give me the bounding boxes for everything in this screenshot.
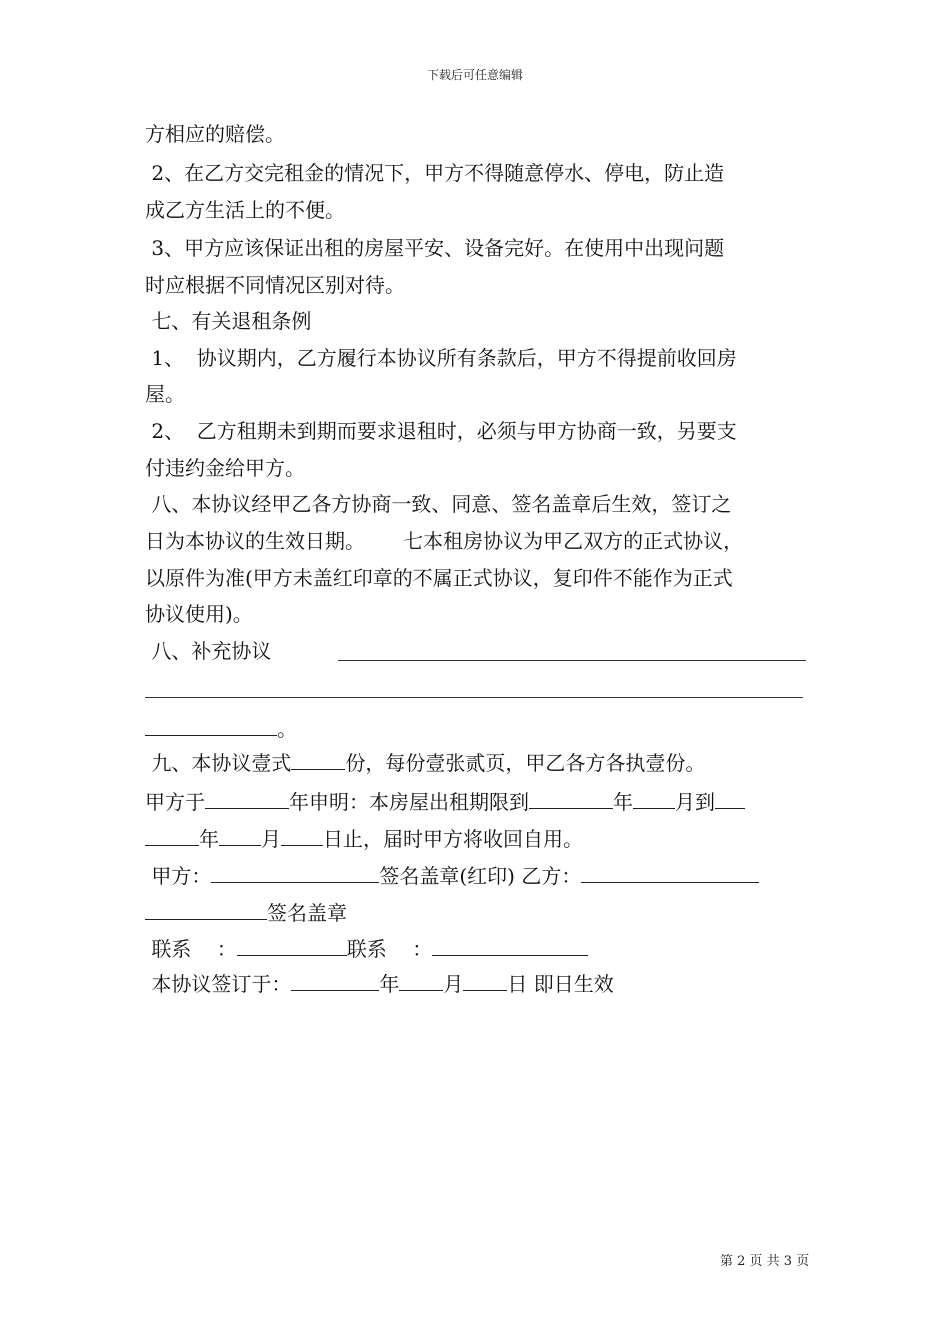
body-line: 3、甲方应该保证出租的房屋平安、设备完好。在使用中出现问题 (145, 236, 725, 260)
page-number: 第 2 页 共 3 页 (720, 1254, 810, 1269)
body-line: 八、本协议经甲乙各方协商一致、同意、签名盖章后生效，签订之 (145, 492, 732, 516)
body-line: 协议使用)。 (145, 602, 253, 626)
body-line: 日为本协议的生效日期。 七本租房协议为甲乙双方的正式协议， (145, 529, 744, 553)
page-header: 下载后可任意编辑 (426, 68, 523, 82)
year-blank (205, 788, 289, 809)
body-line: 以原件为准(甲方未盖红印章的不属正式协议，复印件不能作为正式 (145, 566, 733, 590)
body-line: 屋。 (145, 382, 185, 406)
month-blank (633, 788, 675, 809)
supplement-blank-3 (145, 715, 277, 736)
party-b-blank (581, 862, 759, 883)
sign-label: 签名盖章 (267, 901, 347, 925)
copies-blank (291, 749, 345, 770)
lease-text: 年申明：本房屋出租期限到 (289, 790, 529, 814)
signed-date-line (145, 970, 614, 996)
supplement-heading: 八、补充协议 (145, 639, 272, 663)
year-blank (291, 970, 379, 991)
sign-stamp-label: 签名盖章(红印) 乙方： (379, 864, 582, 888)
body-line: 方相应的赔偿。 (145, 122, 285, 146)
signature-line-2 (145, 899, 347, 925)
month-to-label: 月到 (675, 790, 715, 814)
signature-line (145, 862, 759, 888)
period-mark: 。 (277, 717, 297, 741)
contact-b-label: 联系 ： (346, 937, 433, 961)
month-blank (219, 825, 261, 846)
year-label: 年 (379, 972, 400, 996)
party-b-blank-2 (145, 899, 267, 920)
body-line: 1、 协议期内，乙方履行本协议所有条款后，甲方不得提前收回房 (145, 346, 737, 370)
trailing-blank (715, 788, 745, 809)
year-blank (145, 825, 199, 846)
body-line: 付违约金给甲方。 (145, 456, 305, 480)
lease-end-line (145, 825, 583, 851)
year-label: 年 (613, 790, 633, 814)
lease-label: 甲方于 (145, 790, 205, 814)
lease-term-line (145, 788, 745, 814)
year-label: 年 (199, 827, 219, 851)
month-label: 月 (443, 972, 464, 996)
end-text: 日止，届时甲方将收回自用。 (323, 827, 583, 851)
contact-line (145, 935, 588, 961)
body-line: 2、 乙方租期未到期而要求退租时，必须与甲方协商一致，另要支 (145, 419, 737, 443)
copies-text: 份，每份壹张贰页，甲乙各方各执壹份。 (345, 751, 706, 775)
supplement-blank-2 (145, 697, 803, 698)
month-label: 月 (261, 827, 281, 851)
body-line: 时应根据不同情况区别对待。 (145, 273, 405, 297)
day-blank (281, 825, 323, 846)
contact-b-blank (432, 935, 588, 956)
body-line: 成乙方生活上的不便。 (145, 198, 345, 222)
day-blank (463, 970, 507, 991)
effective-text: 日 即日生效 (507, 972, 614, 996)
copies-label: 九、本协议壹式 (145, 751, 292, 775)
supplement-line-end (145, 715, 297, 741)
copies-line (145, 749, 705, 775)
contact-a-blank (237, 935, 347, 956)
party-a-label: 甲方： (145, 864, 212, 888)
month-blank (399, 970, 443, 991)
year-blank (529, 788, 613, 809)
supplement-blank-1 (338, 660, 806, 661)
section-heading: 七、有关退租条例 (145, 309, 312, 333)
body-line: 2、在乙方交完租金的情况下，甲方不得随意停水、停电，防止造 (145, 161, 725, 185)
party-a-blank (211, 862, 379, 883)
contact-a-label: 联系 ： (145, 937, 237, 961)
signed-label: 本协议签订于： (145, 972, 292, 996)
